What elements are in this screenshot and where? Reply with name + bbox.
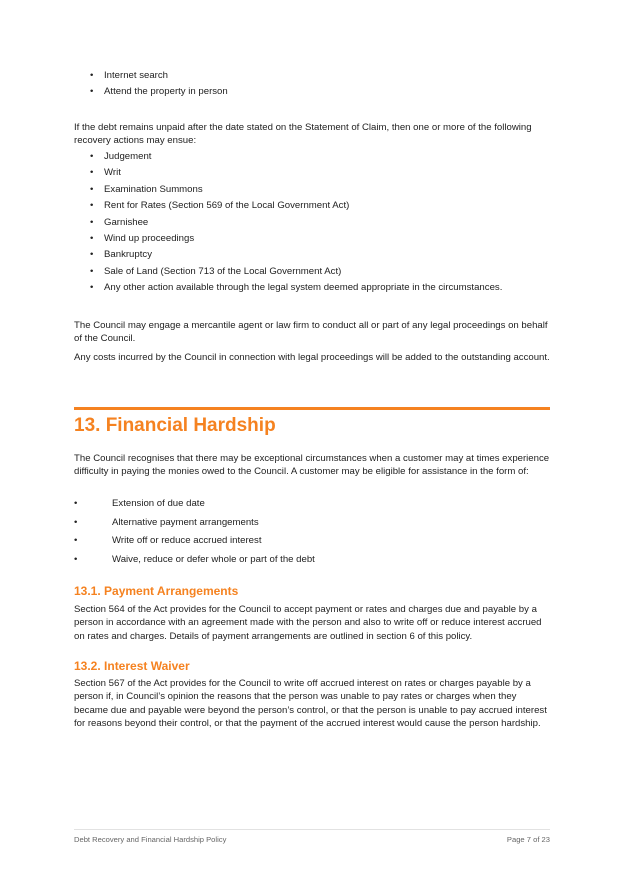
interest-waiver-paragraph: Section 567 of the Act provides for the Council to write off accrued interest on rates or charges payable by a person if, in Council’s opinion the reasons that the person was unable to pay rates or charges when they became due and payable were beyond the person’s control, or that the person is unable to pay accrued interest for reasons beyond their control, or that the payment of the accrued interest would cause the person hardship. bbox=[74, 678, 547, 729]
costs-paragraph: Any costs incurred by the Council in connection with legal proceedings will be added to the outstanding account. bbox=[74, 352, 550, 363]
list-item: • Extension of due date bbox=[74, 498, 205, 509]
list-item: • Writ bbox=[90, 167, 121, 179]
hardship-intro-paragraph: The Council recognises that there may be exceptional circumstances when a customer may at times experience difficulty in paying the monies owed to the Council. A customer may be eligible for assistance in the form of: bbox=[74, 453, 550, 478]
list-item: • Sale of Land (Section 713 of the Local Government Act) bbox=[90, 265, 342, 277]
list-item: • Waive, reduce or defer whole or part of the debt bbox=[74, 553, 315, 565]
section-divider bbox=[74, 407, 550, 410]
top-bullet-list bbox=[74, 69, 550, 102]
footer-divider bbox=[74, 829, 550, 830]
mercantile-paragraph: The Council may engage a mercantile agent or law firm to conduct all or part of any legal proceedings on behalf of the Council. bbox=[74, 320, 548, 345]
list-item: • Internet search bbox=[90, 70, 168, 81]
list-item: • Write off or reduce accrued interest bbox=[74, 535, 262, 547]
section-13-2-heading: 13.2. Interest Waiver bbox=[74, 659, 190, 673]
list-item: • Alternative payment arrangements bbox=[74, 516, 259, 528]
list-item: • Garnishee bbox=[90, 216, 149, 228]
list-item: • Bankruptcy bbox=[90, 249, 152, 261]
debt-intro-paragraph: If the debt remains unpaid after the date stated on the Statement of Claim, then one or more of the following recovery actions may ensue: bbox=[74, 122, 532, 147]
footer-page-number: Page 7 of 23 bbox=[506, 835, 550, 844]
list-item: • Any other action available through the legal system deemed appropriate in the circumstances. bbox=[90, 282, 503, 294]
section-13-heading: 13. Financial Hardship bbox=[74, 415, 276, 436]
list-item: • Examination Summons bbox=[90, 183, 203, 195]
list-item: • Wind up proceedings bbox=[90, 232, 195, 244]
payment-arrangements-paragraph: Section 564 of the Act provides for the Council to accept payment or rates and charges due and payable by a person in accordance with an agreement made with the person and also to write off or reduce interest accrued on rates and charges. Details of payment arrangements are outlined in section 6 of this policy. bbox=[74, 604, 542, 642]
recovery-actions-list bbox=[74, 150, 550, 298]
section-13-1-heading: 13.1. Payment Arrangements bbox=[74, 584, 239, 598]
list-item: • Attend the property in person bbox=[90, 86, 228, 98]
list-item: • Judgement bbox=[90, 151, 152, 162]
assistance-list bbox=[74, 497, 550, 571]
list-item: • Rent for Rates (Section 569 of the Local Government Act) bbox=[90, 200, 350, 212]
footer-title: Debt Recovery and Financial Hardship Policy bbox=[74, 835, 227, 844]
